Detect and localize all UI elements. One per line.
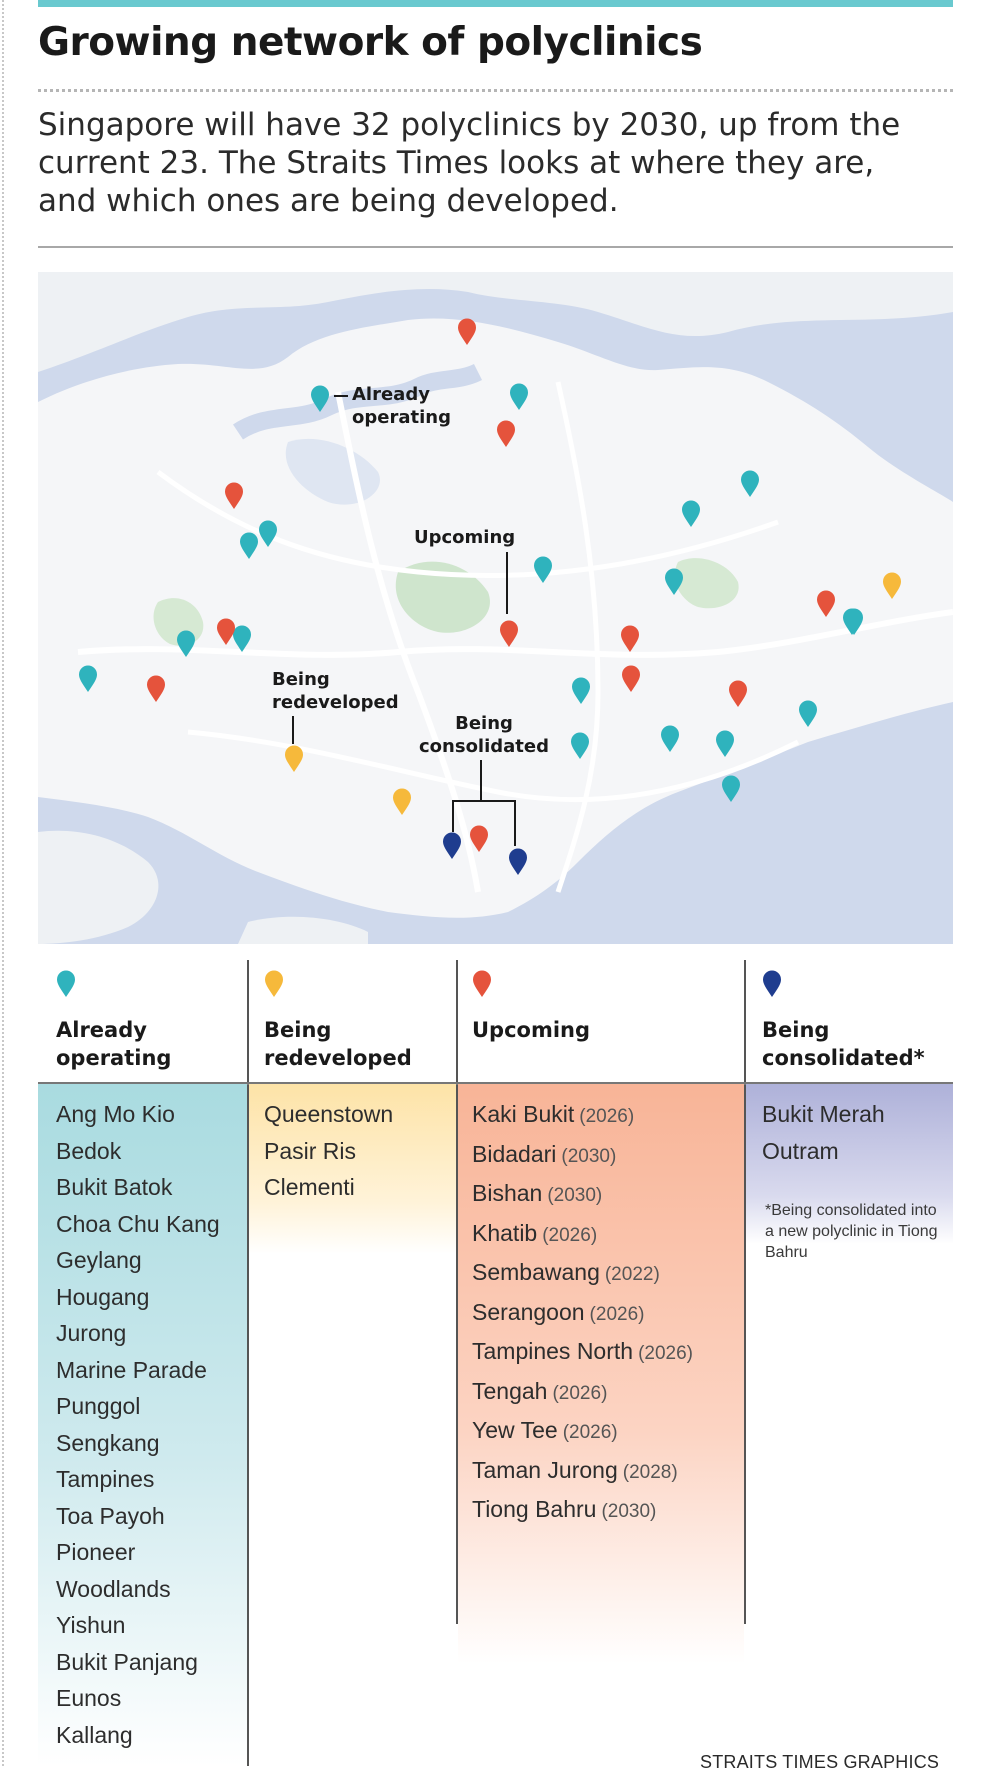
operating-pin	[509, 383, 529, 411]
accent-bar	[38, 0, 953, 7]
list-item	[472, 1215, 693, 1255]
operating-pin	[570, 732, 590, 760]
operating-legend-icon	[56, 970, 76, 998]
operating-pin	[798, 700, 818, 728]
upcoming-pin	[499, 620, 519, 648]
operating-pin	[715, 730, 735, 758]
upcoming-legend-icon	[472, 970, 492, 998]
list-item	[472, 1333, 693, 1373]
callout-bracket-right	[514, 800, 516, 846]
callout-being-redeveloped: Being redeveloped	[272, 669, 399, 713]
opening-year: (2030)	[561, 1145, 617, 1167]
list-item: Bedok	[56, 1137, 122, 1164]
list-item: Queenstown	[264, 1101, 394, 1127]
operating-pin	[533, 556, 553, 584]
credit: STRAITS TIMES GRAPHICS	[700, 1752, 940, 1772]
list-item: Bukit Panjang	[56, 1648, 198, 1675]
operating-pin	[740, 470, 760, 498]
consolidated-pin	[442, 832, 462, 860]
list-item: Bukit Batok	[56, 1174, 173, 1200]
clinic-name: Taman Jurong	[472, 1456, 618, 1483]
callout-line-redeveloped	[292, 716, 294, 744]
opening-year: (2026)	[579, 1106, 635, 1127]
callout-upcoming: Upcoming	[414, 527, 516, 548]
list-item: Woodlands	[56, 1575, 171, 1602]
clinic-name: Bishan	[472, 1180, 543, 1206]
list-item	[472, 1412, 693, 1452]
consolidated-pin	[508, 848, 528, 876]
upcoming-pin	[728, 680, 748, 708]
list-item	[472, 1294, 693, 1334]
list-item: Punggol	[56, 1393, 141, 1419]
intro-text: Singapore will have 32 polyclinics by 2030, up from the current 23. The Straits Times looks at where they are, and which ones are being developed.	[38, 107, 901, 219]
operating-pin	[571, 677, 591, 705]
upcoming-pin	[457, 318, 477, 346]
operating-pin	[176, 630, 196, 658]
upcoming-pin	[496, 420, 516, 448]
callout-line-upcoming	[506, 552, 508, 614]
clinic-name: Serangoon	[472, 1298, 585, 1325]
opening-year: (2030)	[547, 1185, 603, 1206]
opening-year: (2026)	[562, 1422, 618, 1443]
callout-bracket-consolidated	[452, 800, 516, 802]
operating-pin	[721, 775, 741, 803]
footnote: *Being consolidated into a new polyclinic in Tiong Bahru	[765, 1202, 938, 1261]
page-edge-dots	[2, 0, 4, 1766]
upcoming-pin	[216, 618, 236, 646]
clinic-name: Kaki Bukit	[472, 1101, 575, 1127]
operating-list	[56, 1096, 220, 1753]
list-item: Toa Payoh	[56, 1502, 165, 1529]
list-item	[472, 1491, 693, 1531]
list-item: Eunos	[56, 1685, 122, 1711]
opening-year: (2028)	[622, 1461, 678, 1483]
clinic-name: Bidadari	[472, 1140, 557, 1167]
list-item: Pasir Ris	[264, 1137, 357, 1164]
list-item: Pioneer	[56, 1539, 136, 1565]
upcoming-pin	[620, 625, 640, 653]
list-item: Clementi	[264, 1174, 355, 1200]
operating-pin	[844, 608, 864, 636]
callout-already-operating: Already operating	[352, 384, 451, 428]
operating-pin	[258, 520, 278, 548]
opening-year: (2022)	[604, 1264, 660, 1285]
list-item	[472, 1136, 693, 1176]
callout-line-consolidated	[480, 760, 482, 800]
list-item: Kallang	[56, 1721, 133, 1748]
redeveloped-pin	[882, 572, 902, 600]
callout-line-operating	[334, 395, 348, 397]
consolidated-list	[762, 1096, 885, 1169]
clinic-name: Sembawang	[472, 1259, 600, 1285]
list-item: Geylang	[56, 1247, 142, 1273]
list-item: Ang Mo Kio	[56, 1101, 175, 1127]
opening-year: (2026)	[638, 1343, 693, 1364]
list-item	[472, 1452, 693, 1492]
operating-pin	[310, 385, 330, 413]
legend-label-operating: Already operating	[56, 1018, 172, 1070]
opening-year: (2030)	[601, 1501, 657, 1522]
operating-pin	[664, 568, 684, 596]
upcoming-pin	[146, 675, 166, 703]
opening-year: (2026)	[552, 1382, 608, 1404]
headline: Growing network of polyclinics	[38, 20, 703, 65]
list-item	[472, 1254, 693, 1294]
dotted-divider	[38, 89, 953, 92]
list-item: Outram	[762, 1137, 839, 1164]
operating-pin	[78, 665, 98, 693]
legend-label-redeveloped: Being redeveloped	[264, 1018, 412, 1070]
upcoming-pin	[224, 482, 244, 510]
redeveloped-list	[264, 1096, 393, 1206]
clinic-name: Yew Tee	[472, 1417, 558, 1443]
list-item: Sengkang	[56, 1429, 160, 1456]
column-divider	[744, 960, 746, 1624]
clinic-name: Khatib	[472, 1219, 538, 1246]
operating-pin	[239, 532, 259, 560]
column-divider	[247, 960, 249, 1766]
callout-bracket-left	[452, 800, 454, 832]
legend-label-consolidated: Being consolidated*	[762, 1018, 925, 1070]
list-item: Jurong	[56, 1320, 127, 1346]
divider	[38, 246, 953, 248]
list-item	[472, 1096, 693, 1136]
upcoming-pin	[469, 825, 489, 853]
upcoming-pin	[816, 590, 836, 618]
list-item: Marine Parade	[56, 1356, 207, 1383]
list-item: Choa Chu Kang	[56, 1210, 220, 1237]
clinic-name: Tiong Bahru	[472, 1496, 597, 1522]
consolidated-legend-icon	[762, 970, 782, 998]
opening-year: (2026)	[589, 1303, 645, 1325]
list-item: Tampines	[56, 1466, 155, 1492]
upcoming-pin	[621, 665, 641, 693]
callout-being-consolidated: Being consolidated	[419, 713, 549, 757]
redeveloped-pin	[284, 745, 304, 773]
list-item: Bukit Merah	[762, 1101, 885, 1127]
clinic-name: Tengah	[472, 1377, 548, 1404]
redeveloped-legend-icon	[264, 970, 284, 998]
legend-label-upcoming: Upcoming	[472, 1018, 591, 1042]
operating-pin	[681, 500, 701, 528]
list-item: Yishun	[56, 1612, 126, 1638]
operating-pin	[660, 725, 680, 753]
upcoming-list	[472, 1096, 693, 1531]
opening-year: (2026)	[542, 1224, 598, 1246]
list-item	[472, 1175, 693, 1215]
list-item	[472, 1373, 693, 1413]
list-item: Hougang	[56, 1283, 150, 1310]
clinic-name: Tampines North	[472, 1338, 634, 1364]
redeveloped-pin	[392, 788, 412, 816]
